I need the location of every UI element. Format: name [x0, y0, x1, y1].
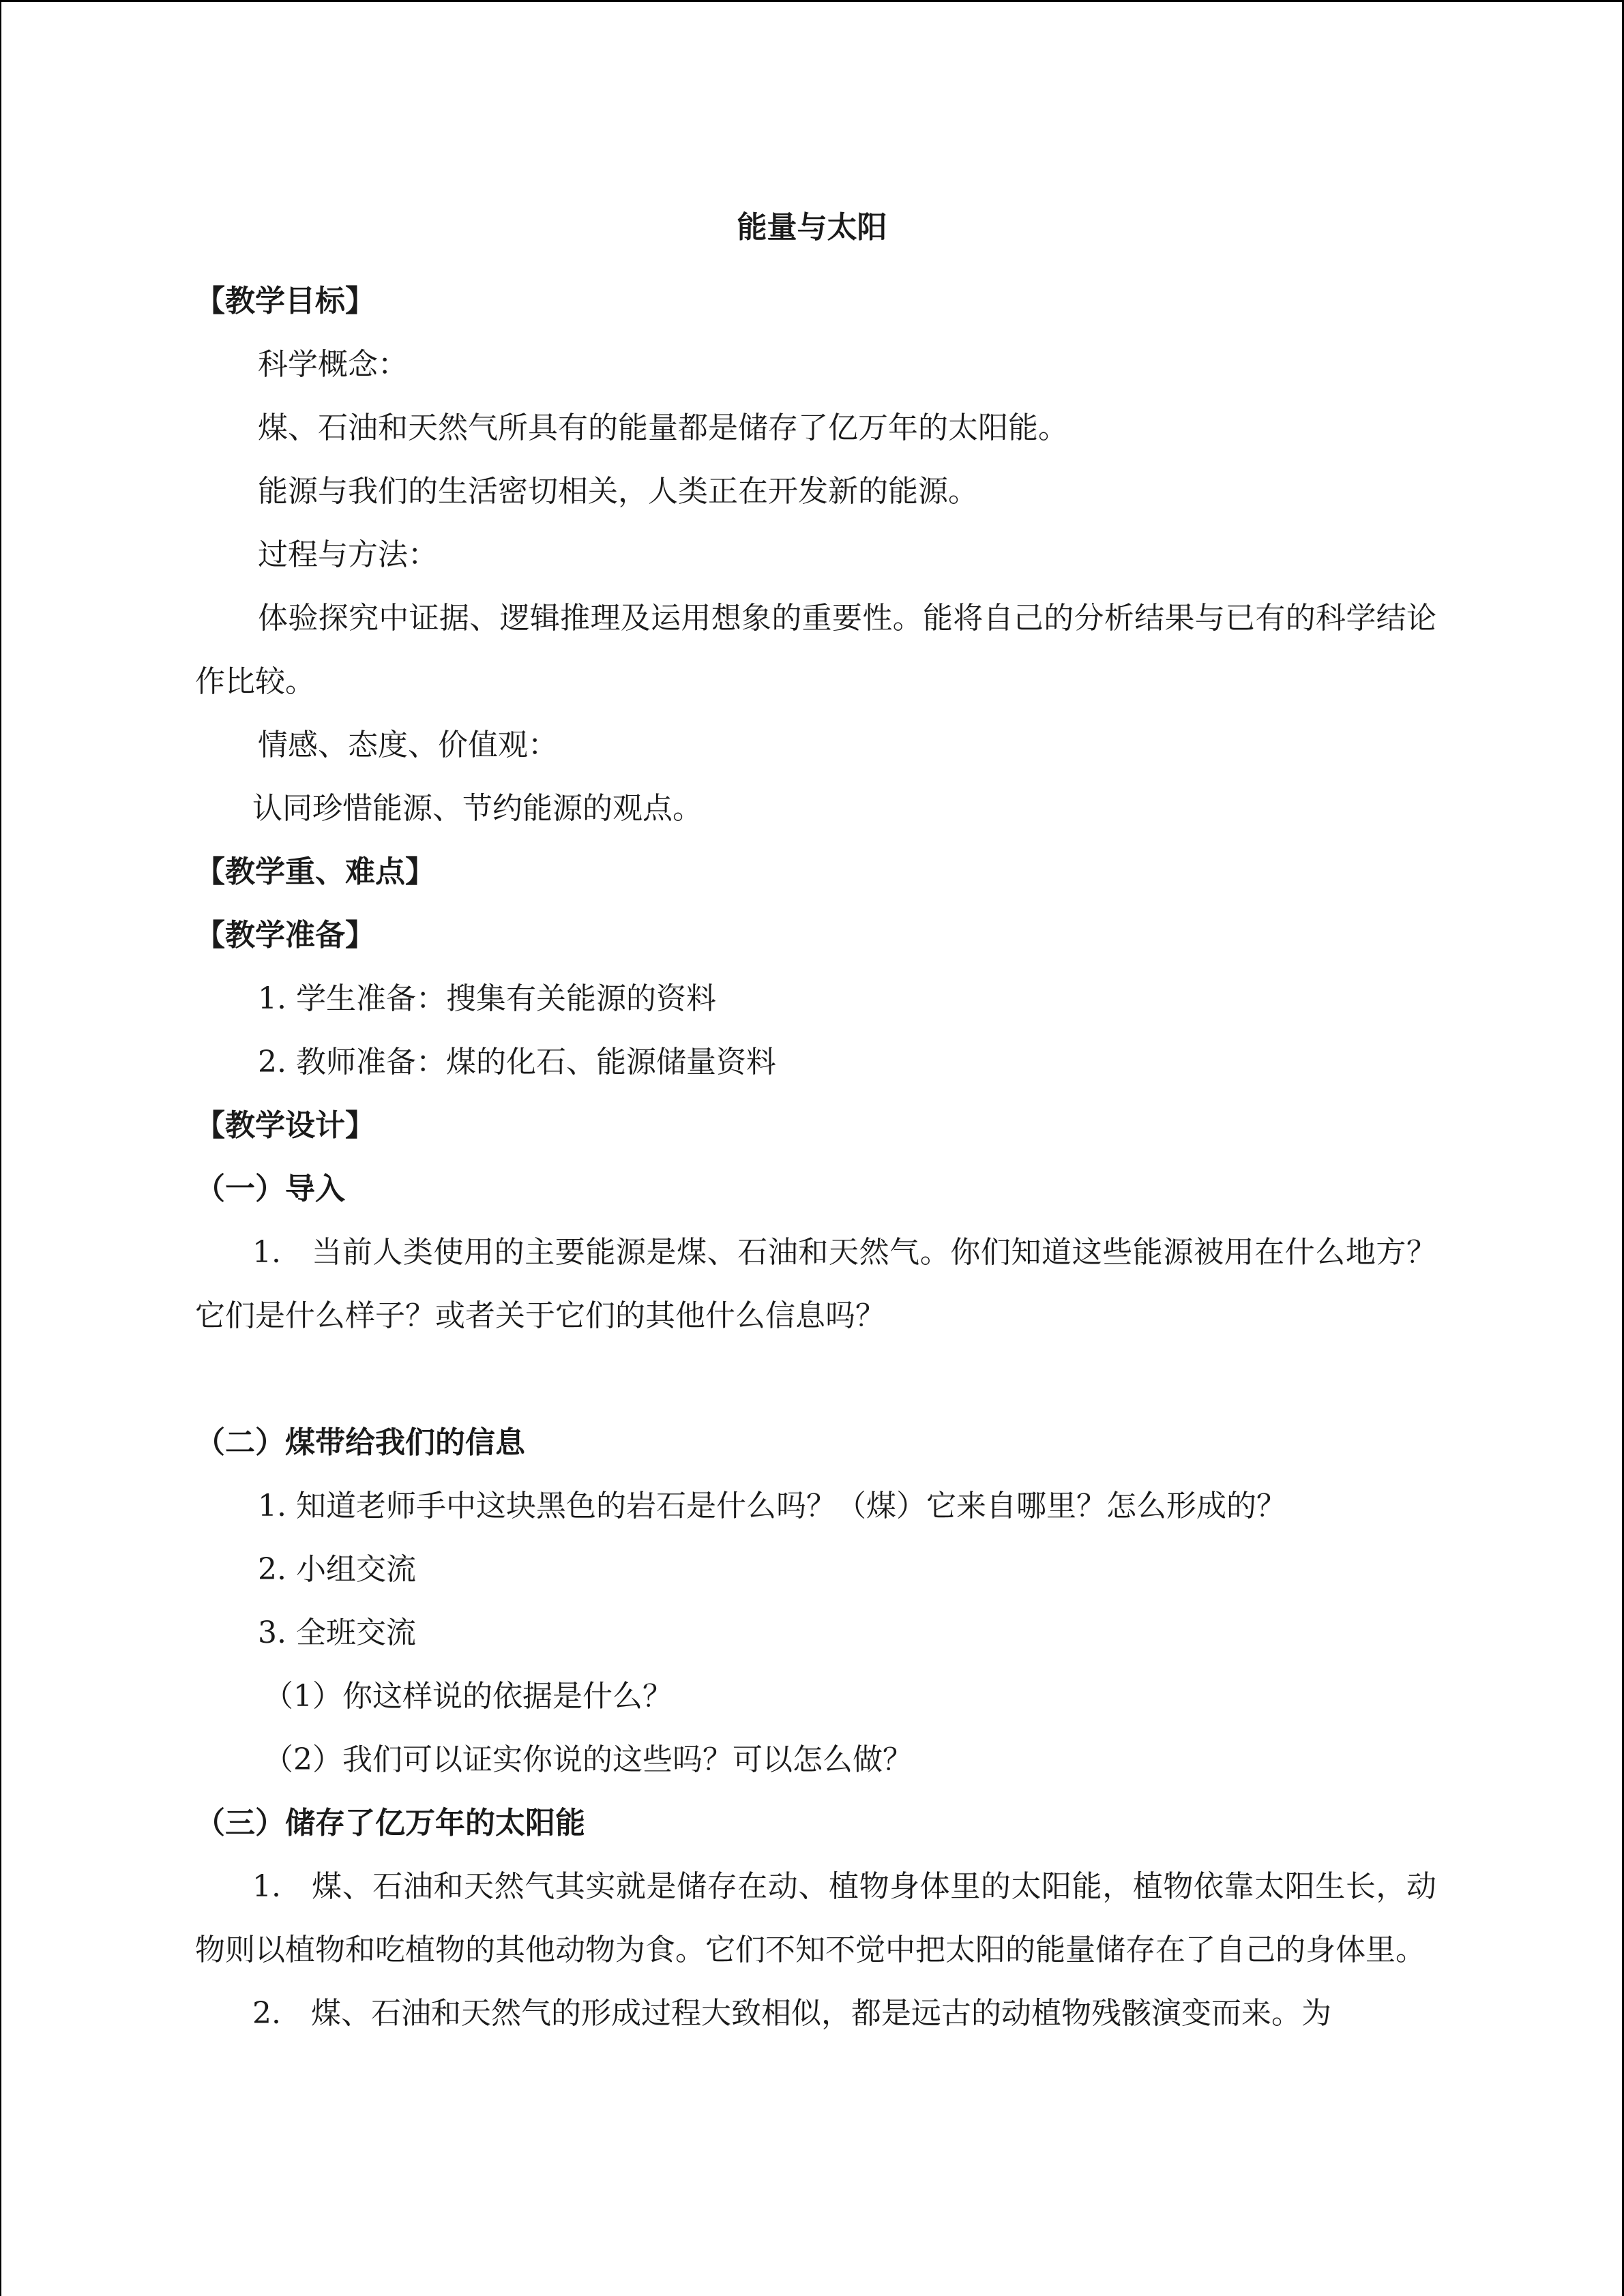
science-concept-label: 科学概念：: [258, 347, 408, 382]
part1-item-1: 1. 当前人类使用的主要能源是煤、石油和天然气。你们知道这些能源被用在什么地方？它们是什么样子？或者关于它们的其他什么信息吗？: [195, 1235, 1436, 1333]
page-border-left: [0, 0, 1, 2296]
part2-item-3: 3. 全班交流: [258, 1615, 416, 1650]
page-border-top: [0, 0, 1624, 2]
part3-heading: （三）储存了亿万年的太阳能: [195, 1806, 585, 1840]
process-text: 体验探究中证据、逻辑推理及运用想象的重要性。能将自己的分析结果与已有的科学结论作比较。: [195, 601, 1436, 699]
part1-heading: （一）导入: [195, 1172, 345, 1206]
part2-item-2: 2. 小组交流: [258, 1552, 416, 1587]
process-label: 过程与方法：: [258, 537, 438, 572]
science-concept-2: 能源与我们的生活密切相关，人类正在开发新的能源。: [258, 474, 978, 509]
prep-heading: 【教学准备】: [195, 918, 375, 953]
part2-sub-2: （2）我们可以证实你说的这些吗？可以怎么做？: [263, 1742, 913, 1777]
blank-line: [195, 1347, 1436, 1411]
part2-sub-1: （1）你这样说的依据是什么？: [263, 1679, 673, 1714]
part2-item-1: 1. 知道老师手中这块黑色的岩石是什么吗？（煤）它来自哪里？怎么形成的？: [258, 1489, 1286, 1523]
key-points-heading: 【教学重、难点】: [195, 854, 435, 889]
prep-item-2: 2. 教师准备：煤的化石、能源储量资料: [258, 1045, 776, 1079]
design-heading: 【教学设计】: [195, 1108, 375, 1143]
prep-item-1: 1. 学生准备：搜集有关能源的资料: [258, 981, 716, 1016]
document-body: [195, 269, 1436, 2045]
part3-item-2: 2. 煤、石油和天然气的形成过程大致相似，都是远古的动植物残骸演变而来。为: [252, 1996, 1331, 2031]
document-title: 能量与太阳: [737, 210, 887, 245]
part2-heading: （二）煤带给我们的信息: [195, 1425, 525, 1460]
attitude-label: 情感、态度、价值观：: [258, 728, 558, 762]
goals-heading: 【教学目标】: [195, 284, 375, 318]
attitude-text: 认同珍惜能源、节约能源的观点。: [252, 791, 703, 826]
science-concept-1: 煤、石油和天然气所具有的能量都是储存了亿万年的太阳能。: [258, 411, 1068, 445]
part3-item-1: 1. 煤、石油和天然气其实就是储存在动、植物身体里的太阳能，植物依靠太阳生长，动物则以植物和吃植物的其他动物为食。它们不知不觉中把太阳的能量储存在了自己的身体里。: [195, 1869, 1436, 1967]
